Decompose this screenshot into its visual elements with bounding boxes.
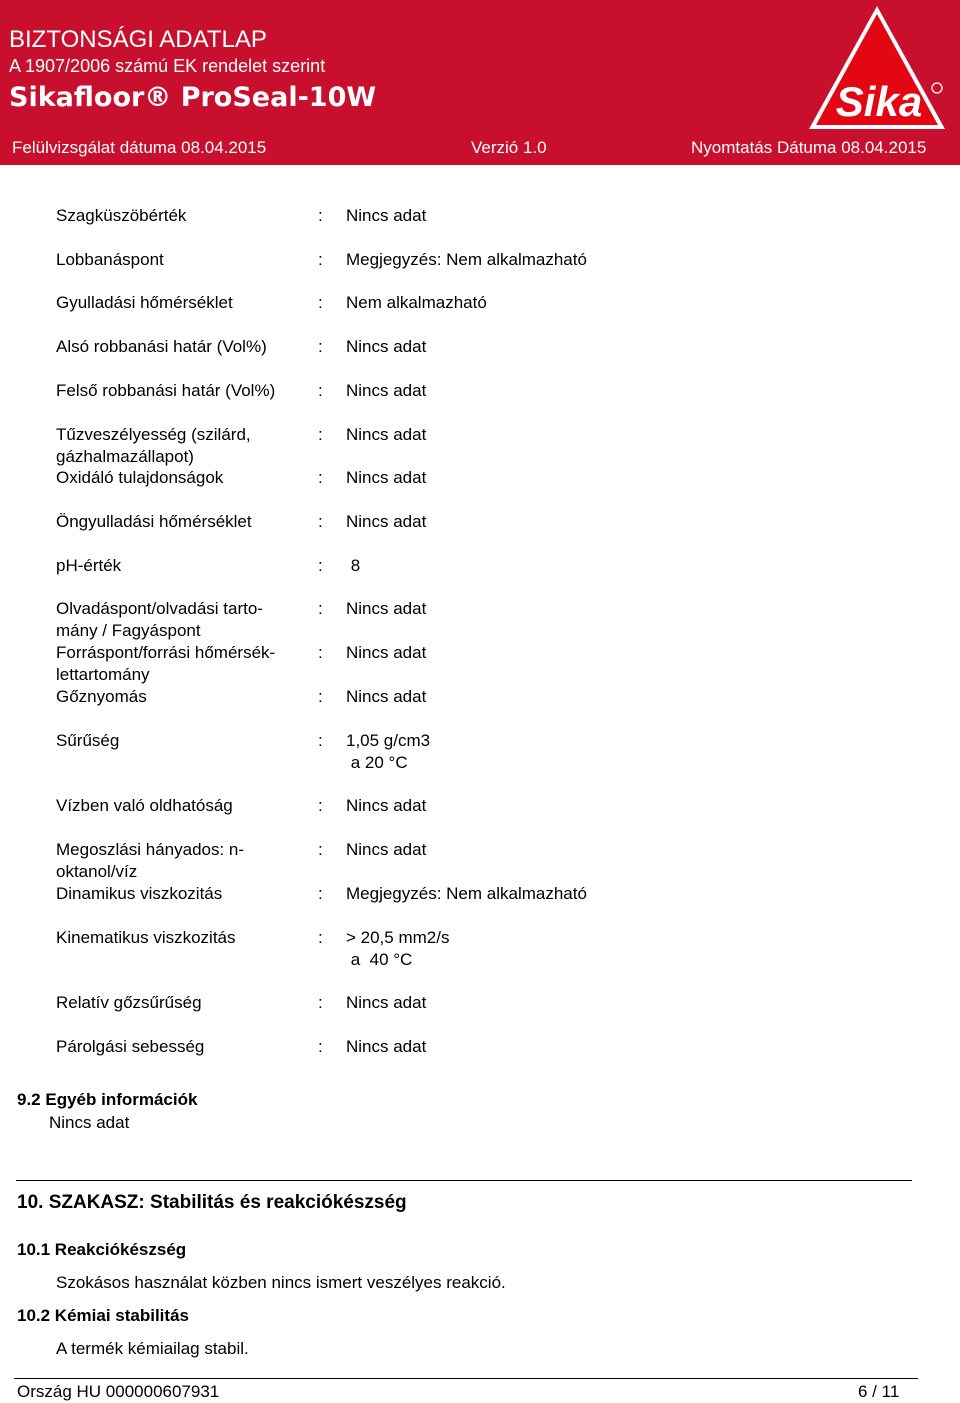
regulation-subtitle: A 1907/2006 számú EK rendelet szerint: [9, 56, 326, 76]
document-header: [0, 0, 960, 165]
chemical-stability-text: A termék kémiailag stabil.: [56, 1339, 249, 1358]
property-separator: :: [318, 206, 323, 225]
property-label: Öngyulladási hőmérséklet: [56, 512, 252, 531]
property-label: Tűzveszélyesség (szilárd, gázhalmazállapot): [56, 425, 251, 466]
property-value: Nincs adat: [346, 796, 427, 815]
property-label: Forráspont/forrási hőmérsék- lettartomány: [56, 643, 276, 684]
property-label: Szagküszöbérték: [56, 206, 187, 225]
revision-date: Felülvizsgálat dátuma 08.04.2015: [12, 138, 267, 157]
other-info-text: Nincs adat: [49, 1113, 130, 1132]
property-separator: :: [318, 1037, 323, 1056]
property-label: Olvadáspont/olvadási tarto- mány / Fagyáspont: [56, 599, 263, 640]
property-value: Nincs adat: [346, 337, 427, 356]
property-label: Dinamikus viszkozitás: [56, 884, 223, 903]
property-separator: :: [318, 556, 323, 575]
property-label: Alsó robbanási határ (Vol%): [56, 337, 267, 356]
property-separator: :: [318, 687, 323, 706]
section-10-title: 10. SZAKASZ: Stabilitás és reakciókészség: [17, 1192, 407, 1213]
property-separator: :: [318, 468, 323, 487]
page-number: 6 / 11: [858, 1382, 900, 1401]
property-label: Felső robbanási határ (Vol%): [56, 381, 276, 400]
property-separator: :: [318, 993, 323, 1012]
property-separator: :: [318, 840, 323, 859]
property-label: Gőznyomás: [56, 687, 147, 706]
property-separator: :: [318, 512, 323, 531]
property-separator: :: [318, 884, 323, 903]
property-value: Megjegyzés: Nem alkalmazható: [346, 250, 587, 269]
property-separator: :: [318, 381, 323, 400]
property-value: Nincs adat: [346, 206, 427, 225]
property-label: pH-érték: [56, 556, 122, 575]
reactivity-heading: 10.1 Reakciókészség: [17, 1240, 187, 1259]
property-value: Nincs adat: [346, 599, 427, 618]
property-label: Oxidáló tulajdonságok: [56, 468, 224, 487]
property-separator: :: [318, 599, 323, 618]
property-value: > 20,5 mm2/s a 40 °C: [346, 928, 450, 969]
other-info-heading: 9.2 Egyéb információk: [17, 1090, 198, 1109]
svg-text:Sika: Sika: [835, 78, 923, 125]
document-title: BIZTONSÁGI ADATLAP: [9, 26, 267, 53]
property-separator: :: [318, 731, 323, 750]
property-value: Nincs adat: [346, 993, 427, 1012]
property-label: Gyulladási hőmérséklet: [56, 293, 233, 312]
property-value: Nincs adat: [346, 468, 427, 487]
property-label: Lobbanáspont: [56, 250, 164, 269]
property-label: Relatív gőzsűrűség: [56, 993, 202, 1012]
property-value: Megjegyzés: Nem alkalmazható: [346, 884, 587, 903]
property-value: Nincs adat: [346, 512, 427, 531]
property-label: Párolgási sebesség: [56, 1037, 205, 1056]
property-separator: :: [318, 796, 323, 815]
property-label: Megoszlási hányados: n- oktanol/víz: [56, 840, 245, 881]
property-value: Nincs adat: [346, 687, 427, 706]
property-value: Nincs adat: [346, 425, 427, 444]
property-separator: :: [318, 928, 323, 947]
property-value: Nincs adat: [346, 840, 427, 859]
property-separator: :: [318, 250, 323, 269]
chemical-stability-heading: 10.2 Kémiai stabilitás: [17, 1306, 189, 1325]
footer-divider: [14, 1378, 918, 1379]
property-value: 1,05 g/cm3 a 20 °C: [346, 731, 431, 772]
section-divider: [16, 1180, 912, 1181]
property-separator: :: [318, 643, 323, 662]
sika-logo-icon: [806, 4, 948, 132]
footer-country-code: Ország HU 000000607931: [17, 1382, 220, 1401]
property-value: 8: [346, 556, 361, 575]
version-label: Verzió 1.0: [471, 138, 547, 157]
property-value: Nincs adat: [346, 381, 427, 400]
reactivity-text: Szokásos használat közben nincs ismert veszélyes reakció.: [56, 1273, 506, 1292]
property-separator: :: [318, 425, 323, 444]
property-separator: :: [318, 337, 323, 356]
property-separator: :: [318, 293, 323, 312]
property-value: Nincs adat: [346, 643, 427, 662]
print-date: Nyomtatás Dátuma 08.04.2015: [691, 138, 927, 157]
property-value: Nem alkalmazható: [346, 293, 487, 312]
property-label: Sűrűség: [56, 731, 120, 750]
product-name: Sikafloor® ProSeal-10W: [9, 82, 377, 113]
property-value: Nincs adat: [346, 1037, 427, 1056]
property-label: Kinematikus viszkozitás: [56, 928, 236, 947]
property-label: Vízben való oldhatóság: [56, 796, 233, 815]
